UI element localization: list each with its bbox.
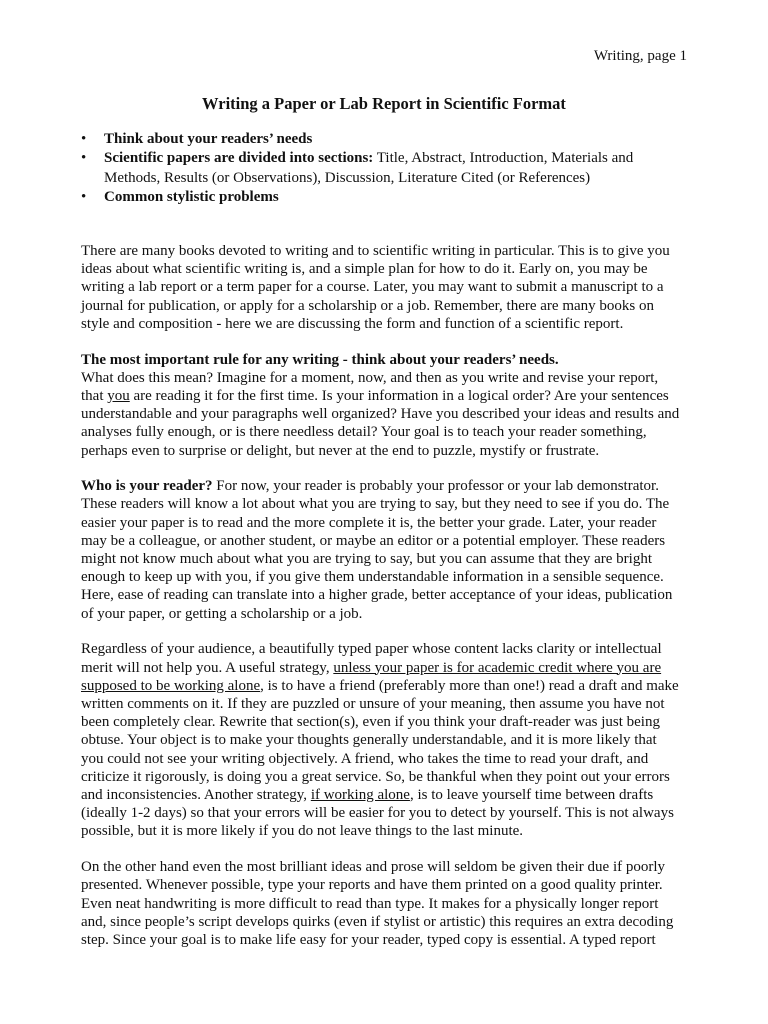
section-heading: The most important rule for any writing - think about your readers’ needs. [81,351,559,368]
text-line: step. Since your goal is to make life easy for your reader, typed copy is essential. A typed report [81,931,656,948]
text-line [81,659,691,677]
text-line: analyses fully enough, or is there needless detail? Your goal is to teach your reader something, [81,424,647,441]
text-line: of your paper, or getting a scholarship or a job. [81,605,363,622]
text-line: criticize it rigorously, is doing you a great service. So, be thankful when they point out your errors [81,768,670,785]
text-line: journal for publication, or apply for a scholarship or a job. Remember, there are many books on [81,297,654,314]
bullet-item [81,188,651,207]
text-line: perhaps even to surprise or delight, but never at the end to puzzle, mystify or frustrate. [81,442,600,459]
text-line: style and composition - here we are discussing the form and function of a scientific report. [81,315,624,332]
text-line: (ideally 1-2 days) so that your errors will be easier for you to detect by yourself. This is not always [81,805,674,822]
text-line: been completely clear. Rewrite that section(s), even if you think your draft-reader was just being [81,714,660,731]
text-line: easier your paper is to read and the more complete it is, the better your grade. Later, your reader [81,514,657,531]
text-run: merit will not help you. A useful strategy, [81,659,334,676]
running-head: Writing, page 1 [593,48,687,64]
text-line: Here, ease of reading can translate into a higher grade, better acceptance of your ideas, publication [81,587,673,604]
bullet-item [81,130,651,149]
text-line: written comments on it. If they are puzzled or unsure of your meaning, then assume you have not [81,695,665,712]
text-run: For now, your reader is probably your professor or your lab demonstrator. [212,478,659,495]
bullet-text: Methods, Results (or Observations), Discussion, Literature Cited (or References) [104,169,591,186]
text-line: On the other hand even the most brilliant ideas and prose will seldom be given their due if poorly [81,859,666,876]
text-line: There are many books devoted to writing and to scientific writing in particular. This is to give you [81,243,670,259]
text-run: , is to leave yourself time between drafts [409,786,654,803]
page-title: Writing a Paper or Lab Report in Scientific Format [202,94,566,113]
text-line: ideas about what scientific writing is, and a simple plan for how to do it. Early on, you may be [81,261,648,278]
text-run: are reading it for the first time. Is your information in a logical order? Are your sentences [129,387,669,404]
text-run: , is to have a friend (preferably more than one!) read a draft and make [260,677,679,694]
text-line: enough to keep up with you, if you give them understandable information in a sensible sequence. [81,569,664,586]
text-run: that [81,387,108,404]
paragraph-presentation [81,858,691,949]
underlined-text: you [107,387,130,404]
bullet-icon: • [81,150,87,167]
text-line: obtuse. Your object is to make your thoughts generally understandable, and it is more likely that [81,732,657,749]
underlined-text: if working alone [310,786,410,803]
text-line: may be a colleague, or another student, or maybe an editor or a potential employer. These readers [81,532,666,549]
text-line [81,477,691,495]
bullet-icon: • [81,131,87,147]
summary-bullet-list [81,130,651,207]
bullet-icon: • [81,188,87,205]
text-line: understandable and your paragraphs well organized? Have you described your ideas and results and [81,406,680,423]
text-line: These readers will know a lot about what you are trying to say, but they need to see if you do. The [81,496,670,513]
text-line [81,786,691,804]
text-line: What does this mean? Imagine for a moment, now, and then as you write and revise your report, [81,369,659,386]
bullet-bold-text: Scientific papers are divided into sections: [104,150,374,167]
underlined-text: supposed to be working alone [81,677,261,694]
text-line: you could not see your writing objectively. A friend, who takes the time to read your draft, and [81,750,649,767]
text-line: might not know much about what you are trying to say, but you can assume that they are bright [81,551,652,568]
paragraph-audience-strategy [81,640,691,840]
lead-bold-text: Who is your reader? [81,478,213,495]
bullet-item [81,149,651,188]
text-line: presented. Whenever possible, type your reports and have them printed on a good quality printer. [81,877,663,894]
underlined-text: unless your paper is for academic credit where you are [333,659,662,676]
paragraph-who-is-reader [81,477,691,623]
text-line: Even neat handwriting is more difficult to read than type. It makes for a physically longer report [81,895,659,912]
paragraph-readers-needs [81,351,691,460]
document-body [81,242,691,967]
bullet-text: Title, Abstract, Introduction, Materials and [373,150,634,167]
bullet-bold-text: Common stylistic problems [104,188,279,205]
paragraph-intro [81,242,691,333]
text-line: writing a lab report or a term paper for a course. Later, you may want to submit a manuscript to a [81,279,664,296]
bullet-bold-text: Think about your readers’ needs [104,131,313,147]
text-line [81,387,691,405]
text-line [81,677,691,695]
text-line: Regardless of your audience, a beautifully typed paper whose content lacks clarity or intellectual [81,641,662,658]
text-line: and, since people’s script develops quirks (even if stylist or artistic) this requires an extra decoding [81,913,674,930]
text-run: and inconsistencies. Another strategy, [81,786,311,803]
text-line: possible, but it is more likely if you do not leave things to the last minute. [81,823,524,840]
